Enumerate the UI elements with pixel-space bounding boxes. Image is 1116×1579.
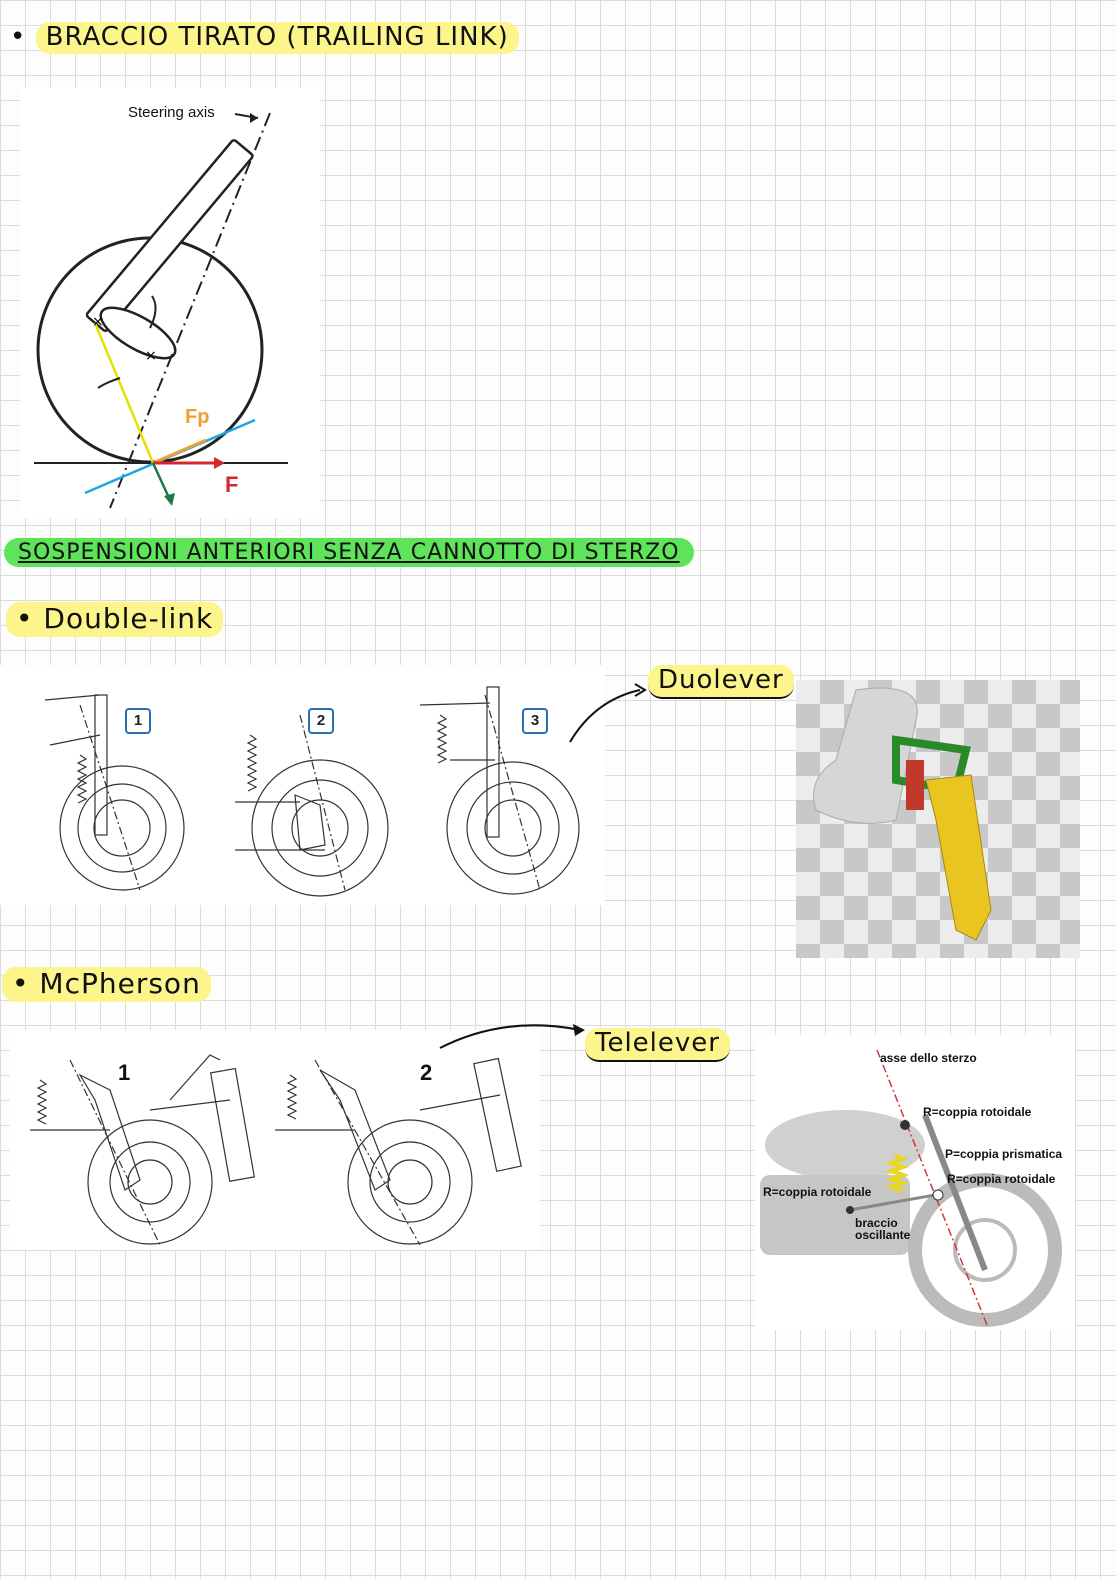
telelever-figure bbox=[755, 1035, 1075, 1330]
heading-mcpherson bbox=[2, 967, 211, 1000]
duolever-text: Duolever bbox=[648, 665, 794, 699]
svg-text:×: × bbox=[145, 348, 157, 364]
mcpherson-drawing bbox=[10, 1030, 540, 1250]
mcpherson-number-2: 2 bbox=[420, 1060, 433, 1085]
label-asse-sterzo: asse dello sterzo bbox=[880, 1051, 977, 1065]
heading-trailing-link bbox=[10, 22, 519, 52]
trailing-link-figure bbox=[20, 88, 320, 518]
bullet: • bbox=[10, 22, 27, 52]
mcpherson-label: McPherson bbox=[39, 967, 201, 1000]
label-r-coppia-rotoidale-1: R=coppia rotoidale bbox=[923, 1105, 1032, 1119]
label-r-coppia-rotoidale-2: R=coppia rotoidale bbox=[947, 1172, 1056, 1186]
badge-1: 1 bbox=[125, 708, 151, 734]
telelever-label bbox=[585, 1028, 730, 1058]
double-link-label: Double-link bbox=[43, 602, 214, 635]
label-p-coppia-prismatica: P=coppia prismatica bbox=[945, 1147, 1063, 1161]
duolever-label bbox=[648, 665, 794, 695]
svg-text:×: × bbox=[92, 314, 104, 330]
heading-double-link-text: • Double-link bbox=[6, 602, 223, 637]
label-r-coppia-rotoidale-3: R=coppia rotoidale bbox=[763, 1185, 872, 1199]
badge-2: 2 bbox=[308, 708, 334, 734]
duolever-render bbox=[796, 680, 1080, 958]
telelever-text: Telelever bbox=[585, 1028, 730, 1062]
trailing-link-drawing bbox=[20, 88, 320, 518]
steering-axis-label: Steering axis bbox=[128, 104, 215, 121]
double-link-figure bbox=[0, 665, 605, 905]
force-fp-label: Fp bbox=[185, 406, 210, 428]
double-link-drawing bbox=[0, 665, 605, 905]
badge-3: 3 bbox=[522, 708, 548, 734]
telelever-arrow bbox=[435, 1015, 595, 1055]
heading-mcpherson-text: • McPherson bbox=[2, 967, 211, 1002]
label-braccio-oscillante: braccio oscillante bbox=[855, 1216, 911, 1242]
force-f-label: F bbox=[225, 472, 239, 497]
heading-trailing-text: BRACCIO TIRATO (TRAILING LINK) bbox=[36, 22, 519, 54]
mcpherson-figure bbox=[10, 1030, 540, 1250]
heading-double-link bbox=[6, 602, 223, 635]
section-heading-text: SOSPENSIONI ANTERIORI SENZA CANNOTTO DI STERZO bbox=[4, 538, 694, 567]
section-heading bbox=[4, 540, 694, 565]
duolever-shape bbox=[796, 680, 1080, 958]
mcpherson-number-1: 1 bbox=[118, 1060, 131, 1085]
